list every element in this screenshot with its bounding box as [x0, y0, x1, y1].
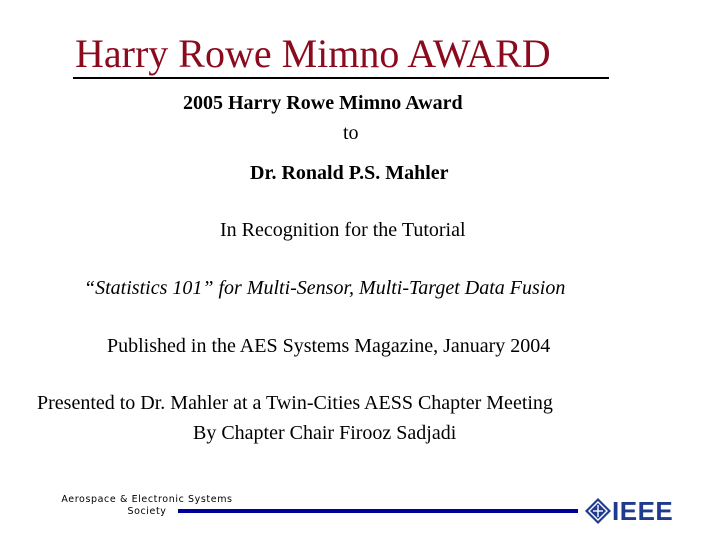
footer-rule	[178, 509, 578, 513]
publication-info: Published in the AES Systems Magazine, January 2004	[107, 335, 551, 357]
presentation-info: Presented to Dr. Mahler at a Twin-Cities AESS Chapter Meeting	[37, 392, 553, 414]
recipient-name: Dr. Ronald P.S. Mahler	[250, 162, 449, 184]
society-line-2: Society	[127, 506, 167, 517]
society-name	[56, 494, 238, 518]
slide-title: Harry Rowe Mimno AWARD	[75, 31, 551, 76]
ieee-diamond-icon	[584, 497, 612, 525]
tutorial-title: “Statistics 101” for Multi-Sensor, Multi-Target Data Fusion	[84, 277, 566, 299]
presenter-info: By Chapter Chair Firooz Sadjadi	[193, 422, 457, 444]
recognition-text: In Recognition for the Tutorial	[220, 219, 466, 241]
ieee-logo-text: IEEE	[612, 496, 674, 526]
to-label: to	[343, 122, 359, 144]
award-name: 2005 Harry Rowe Mimno Award	[183, 92, 463, 114]
society-line-1: Aerospace & Electronic Systems	[61, 494, 233, 505]
title-underline	[73, 77, 609, 79]
